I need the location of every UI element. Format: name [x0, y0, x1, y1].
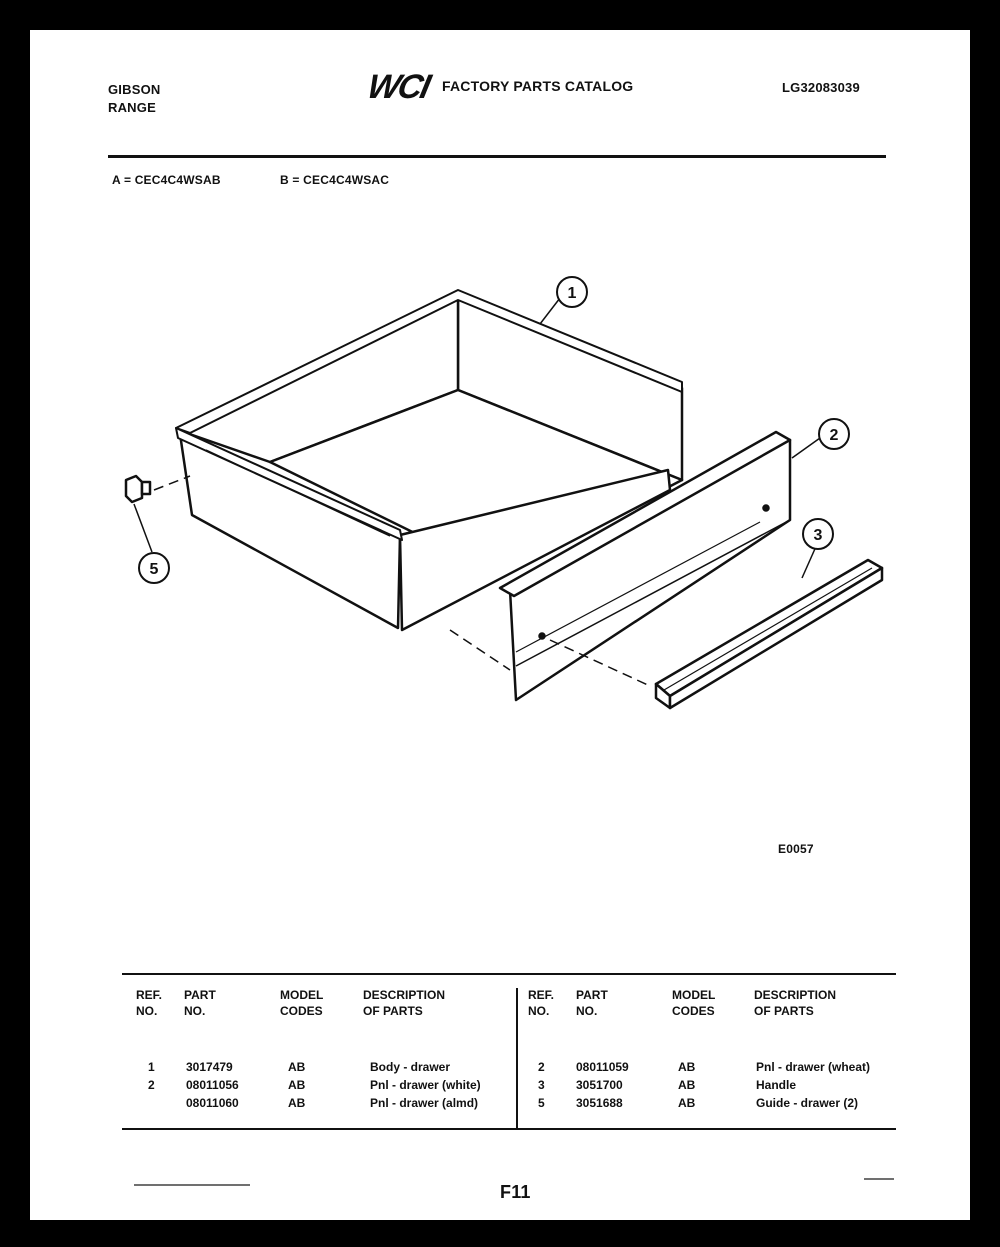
- model-codes: AB: [678, 1096, 696, 1110]
- header-model-codes: MODEL CODES: [672, 988, 716, 1018]
- footer-smudge-left: [134, 1184, 250, 1186]
- table-bottom-rule: [122, 1128, 896, 1130]
- ref-no: 5: [538, 1096, 545, 1110]
- header-ref-no: REF. NO.: [528, 988, 555, 1018]
- brand-name: GIBSON: [108, 82, 161, 97]
- catalog-title: FACTORY PARTS CATALOG: [442, 78, 634, 94]
- callout-1: 1: [567, 285, 577, 302]
- model-codes: AB: [288, 1060, 306, 1074]
- figure-code: E0057: [778, 842, 814, 856]
- model-codes: AB: [678, 1078, 696, 1092]
- page-number: F11: [500, 1182, 531, 1202]
- table-divider: [516, 988, 518, 1130]
- part-no: 3051700: [576, 1078, 623, 1092]
- callout-2: 2: [829, 427, 839, 444]
- part-no: 08011060: [186, 1096, 239, 1110]
- part-no: 08011059: [576, 1060, 629, 1074]
- callout-3: 3: [813, 527, 823, 544]
- ref-no: 2: [538, 1060, 545, 1074]
- description: Pnl - drawer (wheat): [756, 1060, 871, 1074]
- header-description: DESCRIPTION OF PARTS: [754, 988, 837, 1018]
- header-description: DESCRIPTION OF PARTS: [363, 988, 446, 1018]
- callout-5: 5: [149, 561, 159, 578]
- catalog-sheet: [30, 30, 970, 1220]
- description: Pnl - drawer (almd): [370, 1096, 479, 1110]
- header-part-no: PART NO.: [184, 988, 216, 1018]
- part-no: 3017479: [186, 1060, 233, 1074]
- table-top-rule: [122, 973, 896, 975]
- description: Body - drawer: [370, 1060, 451, 1074]
- header-model-codes: MODEL CODES: [280, 988, 324, 1018]
- drawer-guide: [126, 476, 150, 502]
- description: Pnl - drawer (white): [370, 1078, 481, 1092]
- header-part-no: PART NO.: [576, 988, 608, 1018]
- part-no: 3051688: [576, 1096, 623, 1110]
- footer-smudge-right: [864, 1178, 894, 1180]
- model-a: A = CEC4C4WSAB: [112, 173, 221, 187]
- model-b: B = CEC4C4WSAC: [280, 173, 390, 187]
- part-no: 08011056: [186, 1078, 239, 1092]
- model-codes: AB: [288, 1078, 306, 1092]
- exploded-drawer-diagram: [30, 30, 970, 750]
- ref-no: 3: [538, 1078, 545, 1092]
- ref-no: 2: [148, 1078, 155, 1092]
- model-codes: AB: [288, 1096, 306, 1110]
- ref-no: 1: [148, 1060, 155, 1074]
- description: Guide - drawer (2): [756, 1096, 859, 1110]
- description: Handle: [756, 1078, 797, 1092]
- product-type: RANGE: [108, 100, 156, 115]
- header-ref-no: REF. NO.: [136, 988, 163, 1018]
- wci-logo: WCI: [364, 68, 433, 106]
- catalog-code: LG32083039: [782, 80, 860, 95]
- model-codes: AB: [678, 1060, 696, 1074]
